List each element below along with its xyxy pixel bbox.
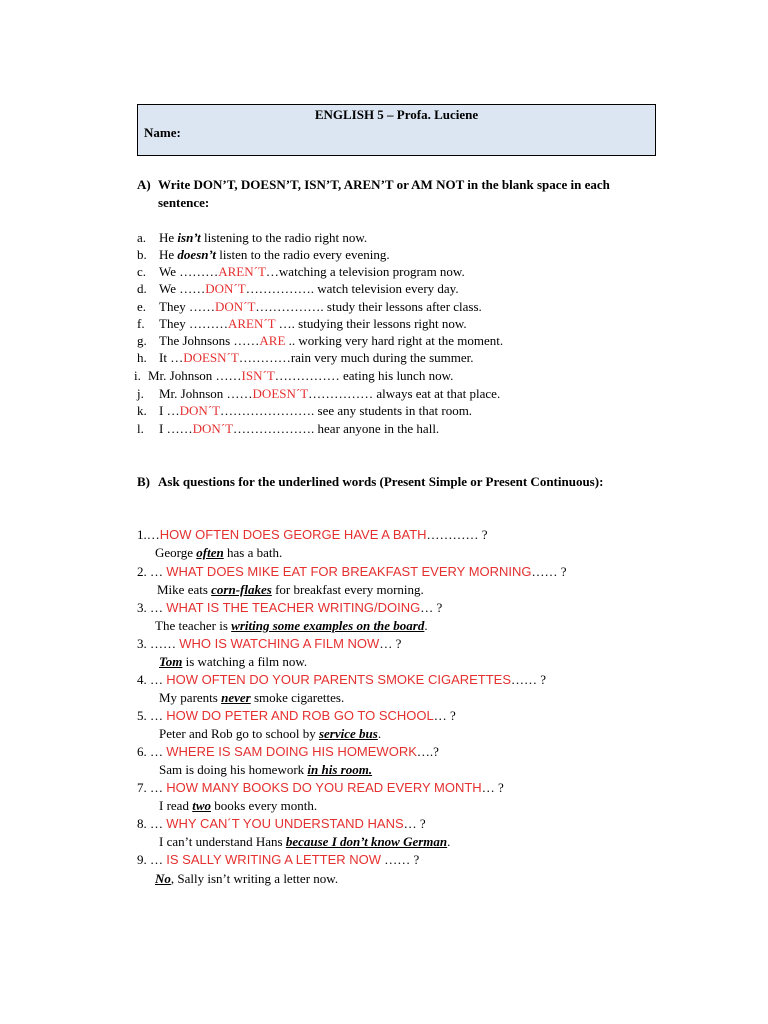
question-answer: WHO IS WATCHING A FILM NOW bbox=[179, 636, 380, 651]
header-box bbox=[137, 104, 656, 156]
section-b-heading bbox=[137, 473, 628, 491]
filled-answer: DON´T bbox=[192, 421, 234, 436]
underlined-word: No bbox=[155, 871, 171, 886]
worksheet-title: ENGLISH 5 – Profa. Luciene bbox=[314, 107, 479, 122]
question-line: 9. … IS SALLY WRITING A LETTER NOW …… ? bbox=[137, 852, 420, 867]
list-item: k. I …DON´T…………………. see any students in that room. bbox=[137, 403, 473, 418]
question-answer: WHERE IS SAM DOING HIS HOMEWORK bbox=[166, 744, 417, 759]
list-item: d. We ……DON´T……………. watch television every day. bbox=[137, 281, 459, 296]
question-line: 6. … WHERE IS SAM DOING HIS HOMEWORK….? bbox=[137, 744, 439, 759]
underlined-word: service bus bbox=[318, 726, 378, 741]
sentence-line: Mike eats corn-flakes for breakfast every morning. bbox=[157, 582, 424, 597]
underlined-word: never bbox=[221, 690, 251, 705]
sentence-line: I can’t understand Hans because I don’t know German. bbox=[159, 834, 451, 849]
section-a-instructions: Write DON’T, DOESN’T, ISN’T, AREN’T or AM NOT in the blank space in each sentence: bbox=[158, 177, 610, 210]
filled-answer: DON´T bbox=[179, 403, 221, 418]
sentence-line: I read two books every month. bbox=[159, 798, 318, 813]
question-answer: WHAT IS THE TEACHER WRITING/DOING bbox=[166, 600, 421, 615]
list-item: g. The Johnsons ……ARE .. working very hard right at the moment. bbox=[137, 333, 504, 348]
name-label: Name: bbox=[144, 125, 181, 140]
sentence-line: No, Sally isn’t writing a letter now. bbox=[155, 871, 339, 886]
question-line: 3. … WHAT IS THE TEACHER WRITING/DOING… ? bbox=[137, 600, 443, 615]
sentence-line: Sam is doing his homework in his room. bbox=[159, 762, 373, 777]
list-item: e. They ……DON´T……………. study their lessons after class. bbox=[137, 299, 482, 314]
section-a-marker: A) bbox=[137, 177, 151, 192]
underlined-word: Tom bbox=[159, 654, 183, 669]
question-line: 4. … HOW OFTEN DO YOUR PARENTS SMOKE CIGARETTES…… ? bbox=[137, 672, 547, 687]
question-answer: WHY CAN´T YOU UNDERSTAND HANS bbox=[166, 816, 404, 831]
question-line: 1.…HOW OFTEN DOES GEORGE HAVE A BATH………… ? bbox=[137, 527, 488, 542]
list-item: c. We ………AREN´T…watching a television program now. bbox=[137, 264, 465, 279]
example-answer: doesn’t bbox=[177, 247, 216, 262]
list-item: i. Mr. Johnson ……ISN´T…………… eating his lunch now. bbox=[134, 368, 454, 383]
question-answer: IS SALLY WRITING A LETTER NOW bbox=[166, 852, 382, 867]
list-item: l. I ……DON´T………………. hear anyone in the hall. bbox=[137, 421, 440, 436]
section-a-heading bbox=[137, 176, 628, 212]
list-item: b. He doesn’t listen to the radio every evening. bbox=[137, 247, 390, 262]
sentence-line: George often has a bath. bbox=[155, 545, 283, 560]
filled-answer: ISN´T bbox=[241, 368, 275, 383]
sentence-line: Peter and Rob go to school by service bus. bbox=[159, 726, 382, 741]
list-item: h. It …DOESN´T…………rain very much during the summer. bbox=[137, 350, 474, 365]
example-answer: isn’t bbox=[177, 230, 201, 245]
filled-answer: ARE bbox=[259, 333, 286, 348]
question-line: 7. … HOW MANY BOOKS DO YOU READ EVERY MONTH… ? bbox=[137, 780, 504, 795]
list-item: j. Mr. Johnson ……DOESN´T…………… always eat at that place. bbox=[137, 386, 501, 401]
underlined-word: corn-flakes bbox=[211, 582, 272, 597]
question-answer: HOW MANY BOOKS DO YOU READ EVERY MONTH bbox=[166, 780, 482, 795]
filled-answer: DOESN´T bbox=[252, 386, 309, 401]
question-answer: HOW OFTEN DO YOUR PARENTS SMOKE CIGARETTES bbox=[166, 672, 512, 687]
sentence-line: My parents never smoke cigarettes. bbox=[159, 690, 345, 705]
underlined-word: because I don’t know German bbox=[285, 834, 448, 849]
list-item: f. They ………AREN´T …. studying their lessons right now. bbox=[137, 316, 467, 331]
filled-answer: AREN´T bbox=[218, 264, 266, 279]
underlined-word: writing some examples on the board bbox=[231, 618, 425, 633]
filled-answer: DON´T bbox=[214, 299, 256, 314]
section-b-marker: B) bbox=[137, 474, 150, 489]
list-item: a. He isn’t listening to the radio right now. bbox=[137, 230, 368, 245]
section-b-instructions: Ask questions for the underlined words (Present Simple or Present Continuous): bbox=[158, 474, 604, 489]
sentence-line: The teacher is writing some examples on the board. bbox=[155, 618, 428, 633]
underlined-word: in his room. bbox=[307, 762, 373, 777]
question-line: 5. … HOW DO PETER AND ROB GO TO SCHOOL… ? bbox=[137, 708, 456, 723]
filled-answer: DON´T bbox=[205, 281, 246, 296]
sentence-line: Tom is watching a film now. bbox=[159, 654, 308, 669]
question-line: 8. … WHY CAN´T YOU UNDERSTAND HANS… ? bbox=[137, 816, 426, 831]
underlined-word: two bbox=[192, 798, 211, 813]
filled-answer: AREN´T bbox=[227, 316, 276, 331]
filled-answer: DOESN´T bbox=[183, 350, 239, 365]
question-line: 3. …… WHO IS WATCHING A FILM NOW… ? bbox=[137, 636, 402, 651]
question-answer: WHAT DOES MIKE EAT FOR BREAKFAST EVERY MORNING bbox=[166, 564, 532, 579]
question-answer: HOW DO PETER AND ROB GO TO SCHOOL bbox=[166, 708, 434, 723]
question-answer: HOW OFTEN DOES GEORGE HAVE A BATH bbox=[159, 527, 427, 542]
underlined-word: often bbox=[196, 545, 224, 560]
question-line: 2. … WHAT DOES MIKE EAT FOR BREAKFAST EVERY MORNING…… ? bbox=[137, 564, 567, 579]
